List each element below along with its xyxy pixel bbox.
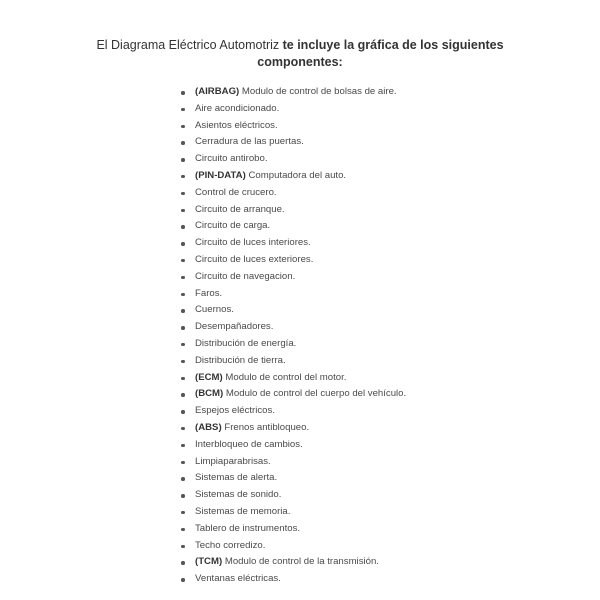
component-text: Modulo de control del motor. [225,371,347,383]
list-item [180,235,406,252]
component-text: Tablero de instrumentos. [195,522,301,534]
list-item [180,554,406,571]
list-item [180,101,406,118]
list-item [180,118,406,135]
bullet-icon [181,545,185,549]
list-item [180,538,406,555]
component-text: Desempañadores. [195,321,274,333]
bullet-icon [181,360,185,364]
component-text: Computadora del auto. [248,169,347,181]
bullet-icon [181,91,185,95]
bullet-icon [181,108,185,112]
heading-intro-text: El Diagrama Eléctrico Automotriz [96,38,280,52]
list-item [180,571,406,588]
list-item [180,370,406,387]
list-item [180,218,406,235]
component-text: Faros. [195,287,223,299]
component-tag: (PIN-DATA) [195,169,246,181]
list-item [180,336,406,353]
bullet-icon [181,225,185,229]
component-text: Modulo de control del cuerpo del vehículo. [225,388,407,400]
list-item [180,319,406,336]
bullet-icon [181,528,185,532]
component-text: Circuito de arranque. [195,203,285,215]
list-item [180,454,406,471]
list-item [180,487,406,504]
bullet-icon [181,158,185,162]
list-item [180,269,406,286]
list-item [180,504,406,521]
bullet-icon [181,192,185,196]
component-text: Circuito de navegacion. [195,270,296,282]
bullet-icon [181,141,185,145]
bullet-icon [181,393,185,397]
component-text: Sistemas de memoria. [195,505,291,517]
heading-emphasis-text: te incluye la gráfica de los siguientes componentes: [257,38,504,69]
bullet-icon [181,125,185,129]
list-item [180,521,406,538]
component-text: Cerradura de las puertas. [195,136,304,148]
bullet-icon [181,561,185,565]
component-text: Techo corredizo. [195,539,266,551]
bullet-icon [181,209,185,213]
bullet-icon [181,444,185,448]
bullet-icon [181,461,185,465]
list-item [180,168,406,185]
component-text: Distribución de energía. [195,337,297,349]
component-text: Interbloqueo de cambios. [195,438,303,450]
bullet-icon [181,259,185,263]
bullet-icon [181,242,185,246]
list-item [180,151,406,168]
bullet-icon [181,511,185,515]
component-list [180,84,406,588]
bullet-icon [181,276,185,280]
bullet-icon [181,293,185,297]
component-tag: (TCM) [195,556,223,568]
bullet-icon [181,309,185,313]
component-tag: (ABS) [195,421,222,433]
component-text: Modulo de control de bolsas de aire. [241,86,397,97]
list-item [180,420,406,437]
component-text: Control de crucero. [195,186,277,198]
bullet-icon [181,175,185,179]
component-text: Cuernos. [195,304,234,316]
list-item [180,403,406,420]
component-tag: (BCM) [195,388,224,400]
component-text: Ventanas eléctricas. [195,573,281,585]
component-text: Circuito de carga. [195,220,271,232]
bullet-icon [181,410,185,414]
bullet-icon [181,578,185,582]
bullet-icon [181,326,185,330]
list-item [180,84,406,101]
component-text: Asientos eléctricos. [195,119,278,131]
intro-heading [60,37,540,71]
bullet-icon [181,377,185,381]
component-text: Frenos antibloqueo. [224,421,310,433]
component-text: Sistemas de sonido. [195,489,282,501]
list-item [180,437,406,454]
component-text: Distribución de tierra. [195,354,286,366]
list-item [180,386,406,403]
list-item [180,286,406,303]
list-item [180,470,406,487]
component-text: Circuito antirobo. [195,153,268,165]
component-text: Espejos eléctricos. [195,405,275,417]
component-tag: (AIRBAG) [195,86,240,97]
bullet-icon [181,494,185,498]
bullet-icon [181,427,185,431]
list-item [180,353,406,370]
component-text: Circuito de luces interiores. [195,237,311,249]
list-item [180,302,406,319]
component-text: Modulo de control de la transmisión. [224,556,379,568]
component-text: Sistemas de alerta. [195,472,278,484]
bullet-icon [181,477,185,481]
component-text: Circuito de luces exteriores. [195,253,314,265]
component-text: Limpiaparabrisas. [195,455,271,467]
component-tag: (ECM) [195,371,223,383]
list-item [180,252,406,269]
list-item [180,202,406,219]
bullet-icon [181,343,185,347]
list-item [180,185,406,202]
list-item [180,134,406,151]
component-text: Aire acondicionado. [195,102,280,114]
